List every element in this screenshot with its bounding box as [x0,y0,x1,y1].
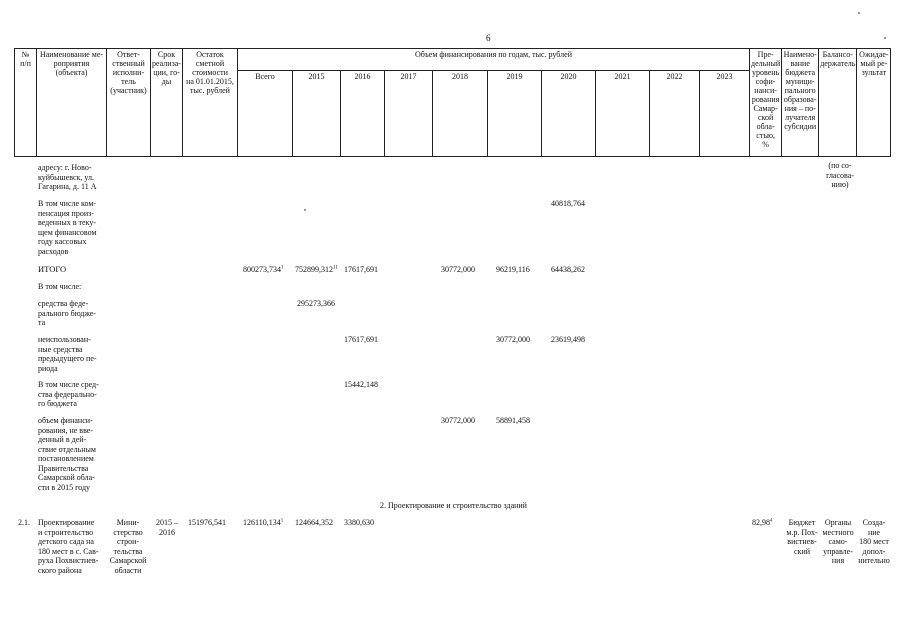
row21-number: 2.1. [18,518,30,527]
scan-speck [858,12,860,14]
section-title: 2. Проектирование и строительство зданий [380,501,527,510]
row21-2016: 3380,630 [344,518,374,527]
scan-speck [884,37,886,39]
header-budget: Наимено- вание бюджета муници- пального образова- ния – по- лучателя субсидии [782,49,819,157]
row-volume: объем финанси- рования, не вве- денный в дей- ствие отдельным постановлением Правительства Самарской обла- сти в 2015 году [38,416,96,492]
row-including: В том числе: [38,282,82,291]
row21-result: Созда- ние 180 мест допол- нительно [858,518,890,565]
row-federal-incl: В том числе сред- ства федерально- го бюджета [38,380,99,408]
header-name: Наименование ме- роприятия (объекта) [37,49,107,157]
compensation-2020: 40818,764 [551,199,585,208]
volume-2018: 30772,000 [441,416,475,425]
row-compensation: В том числе ком- пенсация произ- веденных в теку- щем финансовом году кассовых расходов [38,199,97,256]
header-year-2021: 2021 [596,71,650,157]
header-remainder: Остаток сметной стоимости на 01.01.2015, тыс. рублей [183,49,238,157]
unused-2020: 23619,498 [551,335,585,344]
header-financing: Объем финансирования по годам, тыс. рублей [238,49,750,71]
row21-term: 2015 – 2016 [156,518,178,537]
page-number: 6 [486,33,491,43]
federal-2015: 295273,366 [297,299,335,308]
row21-2015: 124664,352 [295,518,333,527]
header-year-2019: 2019 [488,71,542,157]
row-federal: средства феде- рального бюдже- та [38,299,96,327]
row-unused: неиспользован- ные средства предыдущего пе- риода [38,335,97,373]
total-2016: 17617,691 [344,265,378,274]
header-responsible: Ответ- ственный исполни- тель (участник) [107,49,151,157]
header-table [14,48,891,157]
total-2020: 64438,262 [551,265,585,274]
row21-limit: 82,98$^4$ [752,518,773,527]
row21-responsible: Мини- стерство строи- тельства Самарской области [109,518,147,575]
fed-incl-2016: 15442,148 [344,380,378,389]
total-2018: 30772,000 [441,265,475,274]
total-2015: 752899,312$^{11}$ [295,265,338,274]
header-number: № п/п [15,49,37,157]
row-address-holder: (по со- гласова- нию) [826,161,854,189]
header-year-2018: 2018 [433,71,488,157]
header-year-2020: 2020 [542,71,596,157]
row21-holder: Органы местного само- управле- ния [822,518,854,565]
row-address: адресу: г. Ново- куйбышевск, ул. Гагарина, д. 11 А [38,163,97,191]
header-year-total: Всего [238,71,293,157]
row-total-label: ИТОГО [38,264,67,274]
header-year-2023: 2023 [700,71,750,157]
total-2019: 96219,116 [496,265,530,274]
volume-2019: 58891,458 [496,416,530,425]
header-year-2015: 2015 [293,71,341,157]
row21-total: 126110,134$^1$ [243,518,284,527]
row21-remainder: 151976,541 [188,518,226,527]
header-result: Ожидае- мый ре- зультат [857,49,891,157]
header-limit: Пре- дельный уровень софи- нанси- рования Самар- ской обла- стью, % [750,49,782,157]
header-term: Срок реализа- ции, го- ды [151,49,183,157]
total-all: 800273,734$^1$ [243,265,284,274]
row21-budget: Бюджет м.р. Пох- вистнев- ский [786,518,818,556]
unused-2016: 17617,691 [344,335,378,344]
header-year-2022: 2022 [650,71,700,157]
row21-name: Проектирование и строительство детского сада на 180 мест в с. Сав- руха Похвистнев- ского района [38,518,99,575]
header-year-2016: 2016 [341,71,385,157]
header-holder: Балансо- держатель [819,49,857,157]
header-year-2017: 2017 [385,71,433,157]
unused-2019: 30772,000 [496,335,530,344]
scan-speck [304,209,306,211]
